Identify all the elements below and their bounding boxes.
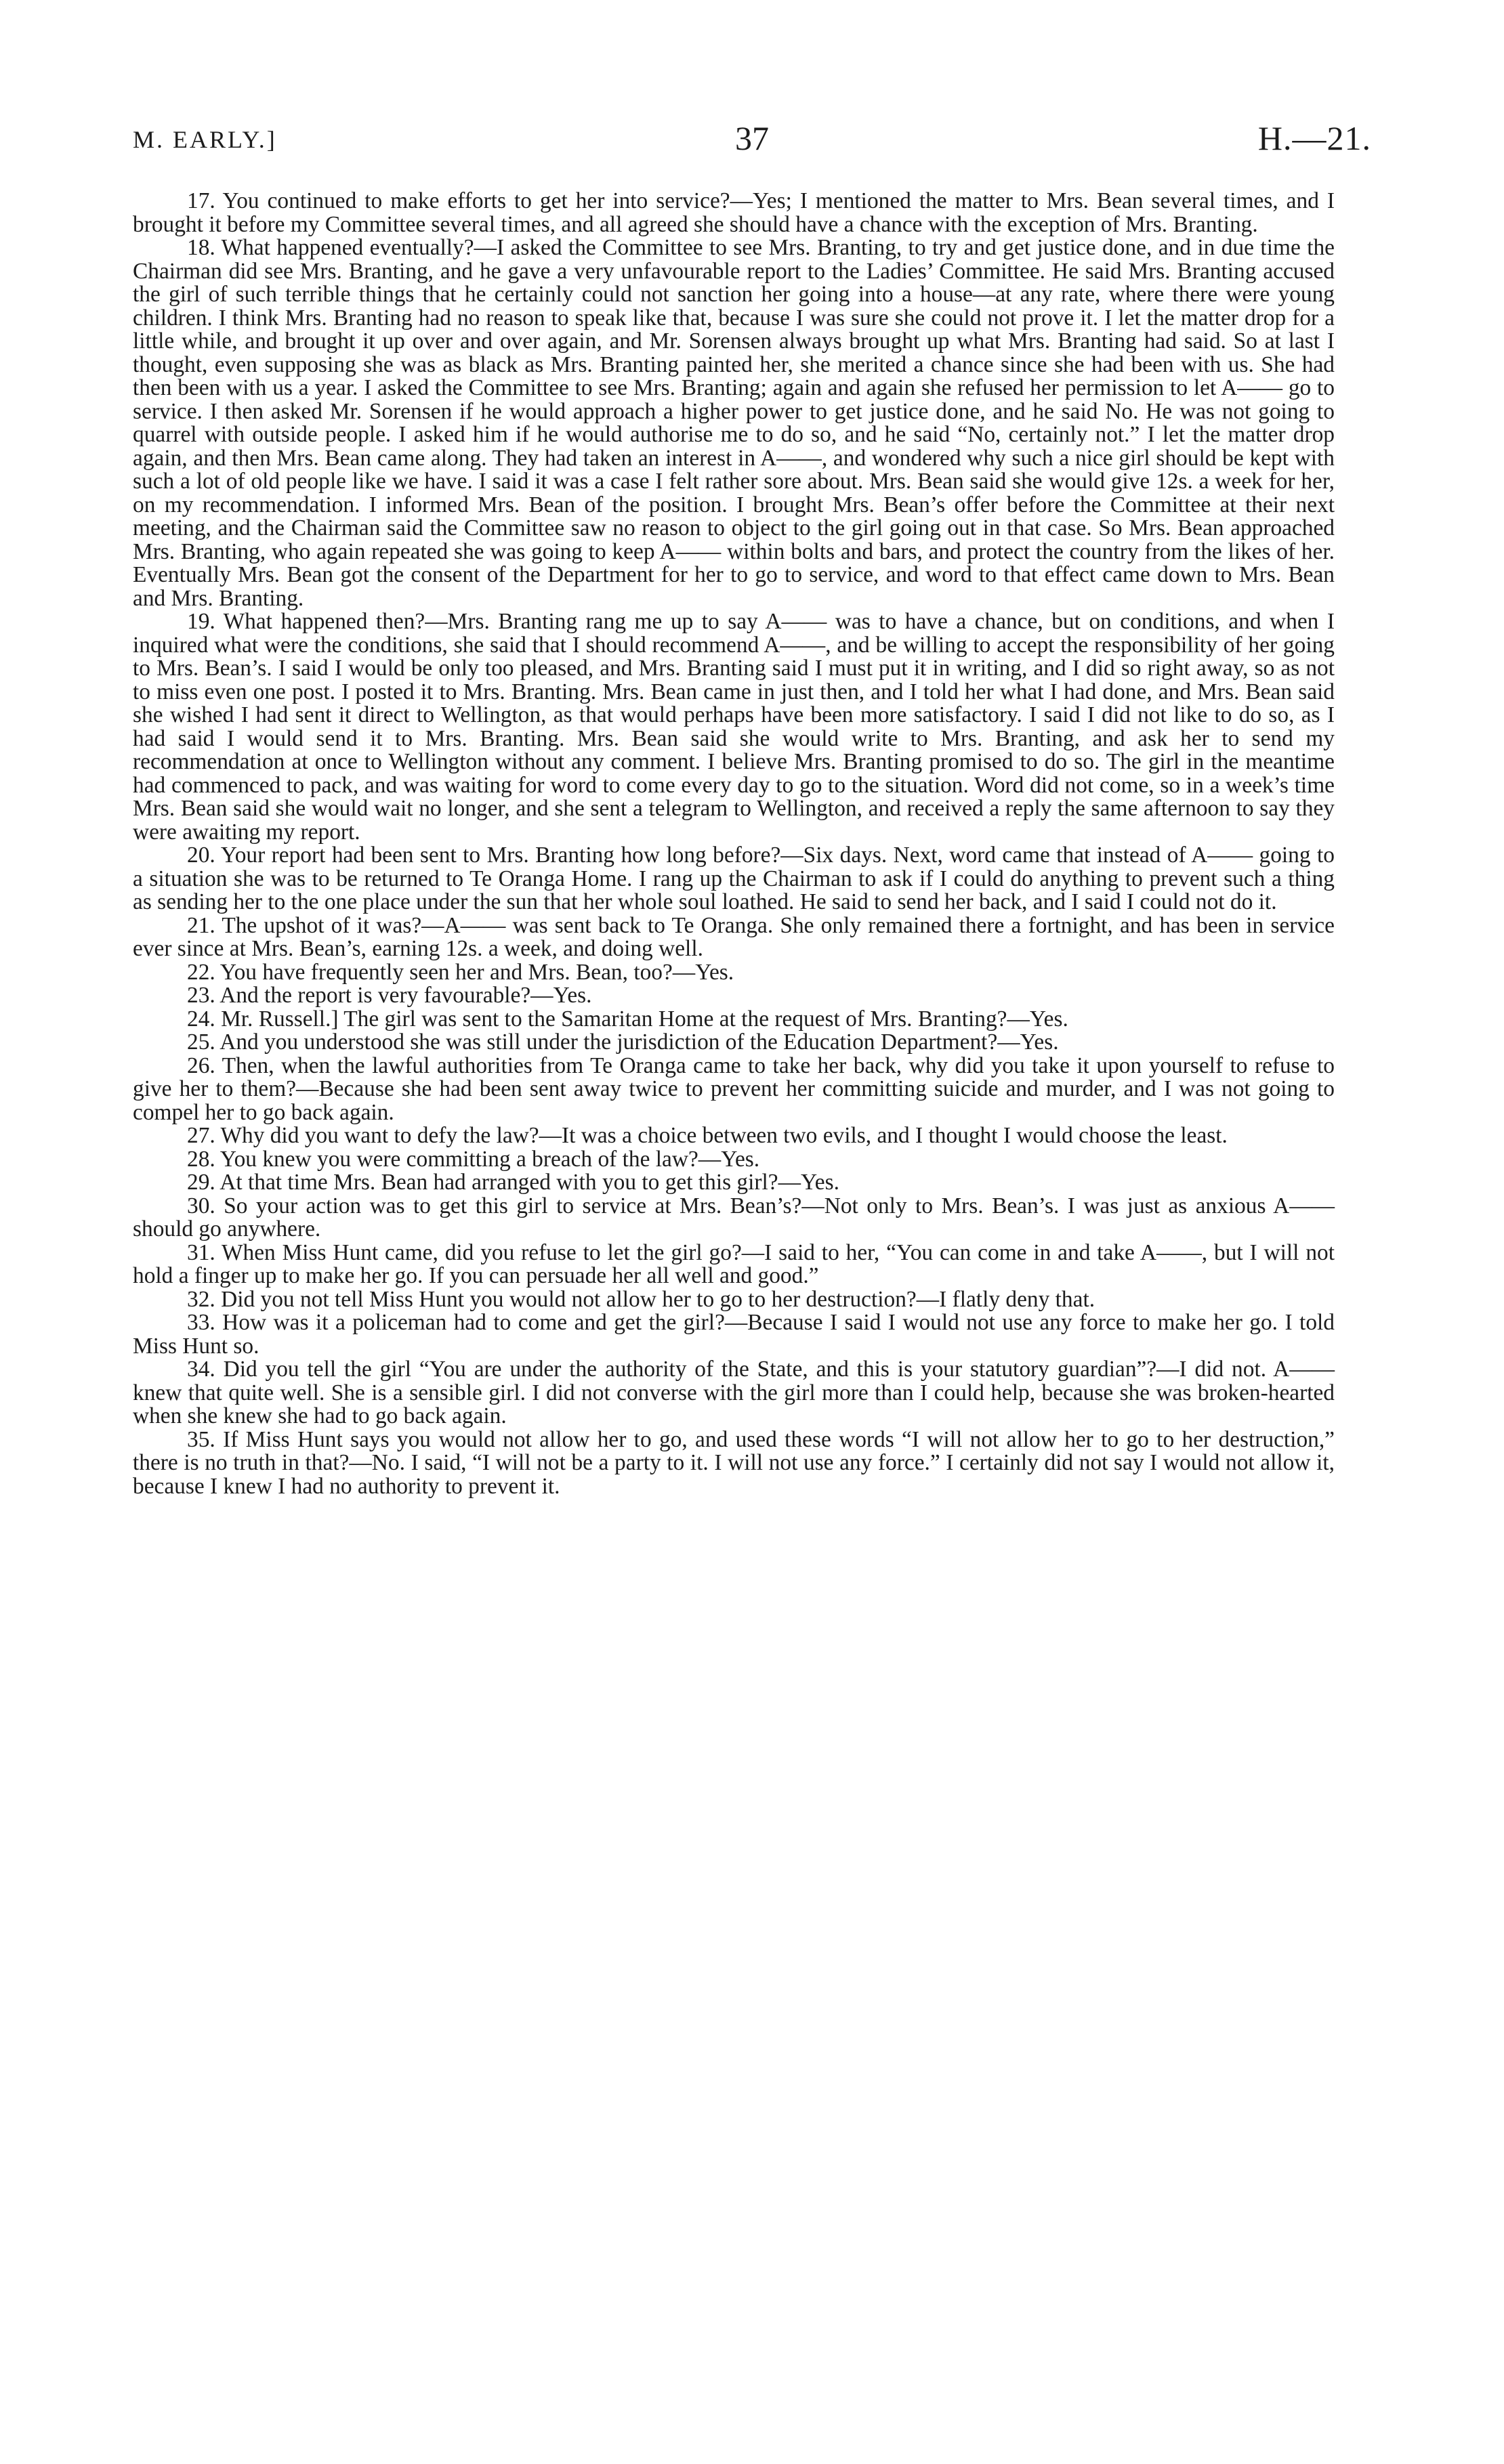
paper-reference: H.—21. [1257, 119, 1371, 157]
body-text [133, 190, 1335, 1498]
paragraph-23: 23. And the report is very favourable?—Yes. [187, 983, 592, 1008]
paragraph-33: 33. How was it a policeman had to come and get the girl?—Because I said I would not use any force to make her go. I told Miss Hunt so. [133, 1310, 1335, 1359]
paragraph-22: 22. You have frequently seen her and Mrs. Bean, too?—Yes. [187, 959, 734, 985]
paragraph-24: 24. Mr. Russell.] The girl was sent to the Samaritan Home at the request of Mrs. Branting?—Yes. [187, 1006, 1068, 1032]
paragraph-35: 35. If Miss Hunt says you would not allow her to go, and used these words “I will not allow her to go to her destruction,” there is no truth in that?—No. I said, “I will not be a party to it. I will not use any force.” I certainly did not say I would not allow it, because I knew I had no authority to prevent it. [133, 1426, 1335, 1499]
header-witness-name: M. EARLY.] [133, 126, 277, 153]
paragraph-27: 27. Why did you want to defy the law?—It was a choice between two evils, and I thought I would choose the least. [187, 1123, 1228, 1148]
paragraph-28: 28. You knew you were committing a breach of the law?—Yes. [187, 1146, 760, 1172]
paragraph-20: 20. Your report had been sent to Mrs. Branting how long before?—Six days. Next, word came that instead of A—— going to a situation she was to be returned to Te Oranga Home. I rang up the Chairman to ask if I could do anything to prevent such a thing as sending her to the one place under the sun that her whole soul loathed. He said to send her back, and I said I could not do it. [133, 843, 1335, 914]
paragraph-17: 17. You continued to make efforts to get her into service?—Yes; I mentioned the matter to Mrs. Bean several times, and I brought it before my Committee several times, and all agreed she should have a chance with the exception of Mrs. Branting. [133, 188, 1335, 237]
paragraph-30: 30. So your action was to get this girl to service at Mrs. Bean’s?—Not only to Mrs. Bean’s. I was just as anxious A—— should go anywhere. [133, 1193, 1335, 1241]
paragraph-18: 18. What happened eventually?—I asked the Committee to see Mrs. Branting, to try and get justice done, and in due time the Chairman did see Mrs. Branting, and he gave a very unfavourable report to the Ladies’ Committee. He said Mrs. Branting accused the girl of such terrible things that he certainly could not sanction her going into a house—at any rate, where there were young children. I think Mrs. Branting had no reason to speak like that, because I was sure she could not prove it. I let the matter drop for a little while, and brought it up over and over again, and Mr. Sorensen always brought up what Mrs. Branting had said. So at last I thought, even supposing she was as black as Mrs. Branting painted her, she merited a chance since she had been with us. She had then been with us a year. I asked the Committee to see Mrs. Branting; again and again she refused her permission to let A—— go to service. I then asked Mr. Sorensen if he would approach a higher power to get justice done, and he said No. He was not going to quarrel with outside people. I asked him if he would authorise me to do so, and he said “No, certainly not.” I let the matter drop again, and then Mrs. Bean came along. They had taken an interest in A——, and wondered why such a nice girl should be kept with such a lot of old people like we have. I said it was a case I felt rather sore about. Mrs. Bean said she would give 12s. a week for her, on my recommendation. I informed Mrs. Bean of the position. I brought Mrs. Bean’s offer before the Committee at their next meeting, and the Chairman said the Committee saw no reason to object to the girl going out in that case. So Mrs. Bean approached Mrs. Branting, who again repeated she was going to keep A—— within bolts and bars, and protect the country from the likes of her. Eventually Mrs. Bean got the consent of the Department for her to go to service, and word to that effect came down to Mrs. Bean and Mrs. Branting. [133, 235, 1335, 611]
page-header [133, 119, 1371, 166]
paragraph-19: 19. What happened then?—Mrs. Branting rang me up to say A—— was to have a chance, but on conditions, and when I inquired what were the conditions, she said that I should recommend A——, and be willing to accept the responsibility of her going to Mrs. Bean’s. I said I would be only too pleased, and Mrs. Branting said I must put it in writing, and I did so right away, so as not to miss even one post. I posted it to Mrs. Branting. Mrs. Bean came in just then, and I told her what I had done, and Mrs. Bean said she wished I had sent it direct to Wellington, as that would perhaps have been more satisfactory. I said I did not like to do so, as I had said I would send it to Mrs. Branting. Mrs. Bean said she would write to Mrs. Branting, and ask her to send my recommendation at once to Wellington without any comment. I believe Mrs. Branting promised to do so. The girl in the meantime had commenced to pack, and was waiting for word to come every day to go to the situation. Word did not come, so in a week’s time Mrs. Bean said she would wait no longer, and she sent a telegram to Wellington, and received a reply the same afternoon to say they were awaiting my report. [133, 609, 1335, 845]
paragraph-29: 29. At that time Mrs. Bean had arranged with you to get this girl?—Yes. [187, 1170, 839, 1195]
paragraph-25: 25. And you understood she was still under the jurisdiction of the Education Department?—Yes. [187, 1029, 1059, 1055]
paragraph-26: 26. Then, when the lawful authorities from Te Oranga came to take her back, why did you take it upon yourself to refuse to give her to them?—Because she had been sent away twice to prevent her committing suicide and murder, and I was not going to compel her to go back again. [133, 1053, 1335, 1125]
page-number: 37 [735, 119, 769, 157]
paragraph-34: 34. Did you tell the girl “You are under the authority of the State, and this is your statutory guardian”?—I did not. A—— knew that quite well. She is a sensible girl. I did not converse with the girl more than I could help, because she was broken-hearted when she knew she had to go back again. [133, 1357, 1335, 1428]
paragraph-21: 21. The upshot of it was?—A—— was sent back to Te Oranga. She only remained there a fortnight, and has been in service ever since at Mrs. Bean’s, earning 12s. a week, and doing well. [133, 912, 1335, 961]
paragraph-32: 32. Did you not tell Miss Hunt you would not allow her to go to her destruction?—I flatly deny that. [187, 1286, 1095, 1312]
paragraph-31: 31. When Miss Hunt came, did you refuse to let the girl go?—I said to her, “You can come in and take A——, but I will not hold a finger up to make her go. If you can persuade her all well and good.” [133, 1239, 1335, 1288]
